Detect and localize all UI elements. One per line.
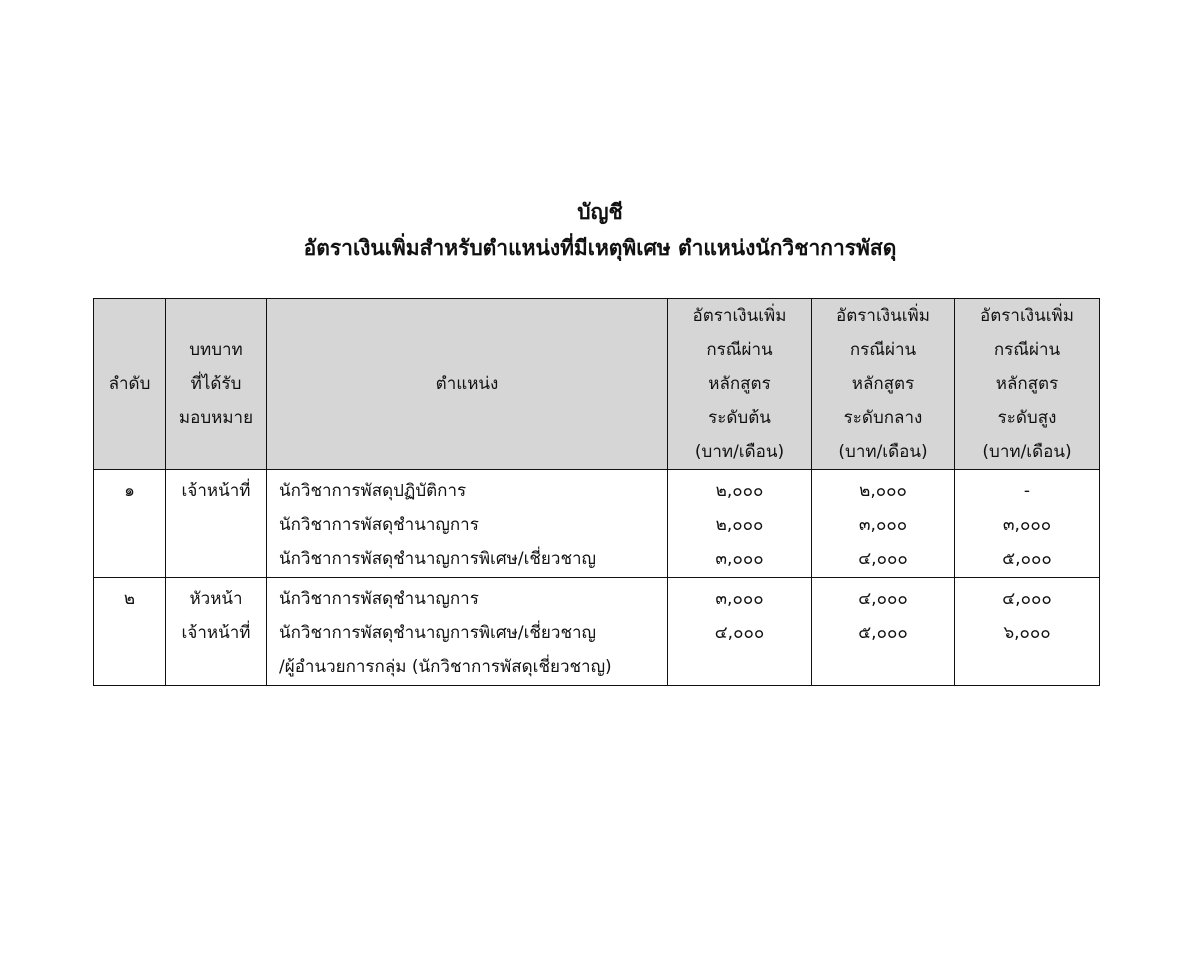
basic-rate-value: ๒,๐๐๐ (715, 481, 764, 501)
header-role (166, 299, 267, 470)
table-header-row (94, 299, 1100, 470)
basic-rate-value: ๓,๐๐๐ (715, 549, 764, 569)
position-name: นักวิชาการพัสดุชำนาญการพิเศษ/เชี่ยวชาญ (279, 623, 597, 643)
position-cell (267, 578, 668, 686)
position-name: นักวิชาการพัสดุชำนาญการ (279, 589, 479, 609)
header-middle-line: ระดับกลาง (843, 408, 923, 428)
header-role-line: ที่ได้รับ (190, 374, 242, 394)
header-advanced-line: กรณีผ่าน (993, 340, 1061, 360)
role-cell (166, 470, 267, 578)
header-advanced-line: หลักสูตร (995, 374, 1059, 394)
advanced-rate-value: - (1023, 481, 1031, 501)
header-basic-line: กรณีผ่าน (706, 340, 773, 360)
header-role-line: มอบหมาย (178, 408, 254, 428)
header-middle-rate (812, 299, 955, 470)
basic-rate-cell (668, 578, 812, 686)
row-number-cell (94, 578, 166, 686)
middle-rate-value: ๒,๐๐๐ (859, 481, 907, 501)
header-basic-line: อัตราเงินเพิ่ม (692, 306, 787, 326)
advanced-rate-cell (955, 578, 1100, 686)
header-position-label: ตำแหน่ง (435, 374, 499, 394)
advanced-rate-value: ๔,๐๐๐ (1002, 589, 1052, 609)
advanced-rate-value: ๖,๐๐๐ (1003, 623, 1051, 643)
middle-rate-value: ๔,๐๐๐ (858, 589, 908, 609)
header-position (267, 299, 668, 470)
document-title: บัญชี (577, 200, 623, 224)
header-middle-line: อัตราเงินเพิ่ม (836, 306, 930, 326)
row-number: ๒ (123, 589, 136, 609)
advanced-rate-value: ๓,๐๐๐ (1002, 515, 1052, 535)
header-advanced-rate (955, 299, 1100, 470)
basic-rate-value: ๓,๐๐๐ (715, 589, 764, 609)
middle-rate-value: ๕,๐๐๐ (858, 623, 908, 643)
header-role-line: บทบาท (189, 340, 243, 360)
advanced-rate-value: ๕,๐๐๐ (1002, 549, 1052, 569)
header-no-label: ลำดับ (108, 374, 151, 394)
rates-table (93, 298, 1100, 686)
basic-rate-value: ๔,๐๐๐ (714, 623, 765, 643)
middle-rate-value: ๔,๐๐๐ (858, 549, 908, 569)
position-name: นักวิชาการพัสดุชำนาญการพิเศษ/เชี่ยวชาญ (279, 549, 597, 569)
header-basic-rate (668, 299, 812, 470)
middle-rate-cell (812, 470, 955, 578)
header-advanced-line: (บาท/เดือน) (982, 442, 1072, 462)
document-subtitle: อัตราเงินเพิ่มสำหรับตำแหน่งที่มีเหตุพิเศษ ตำแหน่งนักวิชาการพัสดุ (303, 236, 897, 260)
advanced-rate-cell (955, 470, 1100, 578)
header-middle-line: กรณีผ่าน (849, 340, 917, 360)
position-cell (267, 470, 668, 578)
role-cell (166, 578, 267, 686)
table-row (94, 470, 1100, 578)
table-row (94, 578, 1100, 686)
header-advanced-line: อัตราเงินเพิ่ม (980, 306, 1074, 326)
header-advanced-line: ระดับสูง (997, 408, 1057, 428)
position-name: นักวิชาการพัสดุปฏิบัติการ (279, 481, 467, 501)
header-no (94, 299, 166, 470)
basic-rate-cell (668, 470, 812, 578)
header-basic-line: หลักสูตร (708, 374, 771, 394)
basic-rate-value: ๒,๐๐๐ (715, 515, 764, 535)
row-number: ๑ (124, 481, 135, 501)
row-number-cell (94, 470, 166, 578)
position-name: นักวิชาการพัสดุชำนาญการ (279, 515, 479, 535)
role-label: เจ้าหน้าที่ (181, 623, 251, 643)
role-label: เจ้าหน้าที่ (181, 481, 251, 501)
header-basic-line: (บาท/เดือน) (694, 442, 785, 462)
header-basic-line: ระดับต้น (708, 408, 771, 428)
header-middle-line: (บาท/เดือน) (838, 442, 928, 462)
position-name: /ผู้อำนวยการกลุ่ม (นักวิชาการพัสดุเชี่ยวชาญ) (279, 657, 612, 677)
header-middle-line: หลักสูตร (851, 374, 915, 394)
role-label: หัวหน้า (189, 589, 243, 609)
middle-rate-value: ๓,๐๐๐ (858, 515, 908, 535)
middle-rate-cell (812, 578, 955, 686)
